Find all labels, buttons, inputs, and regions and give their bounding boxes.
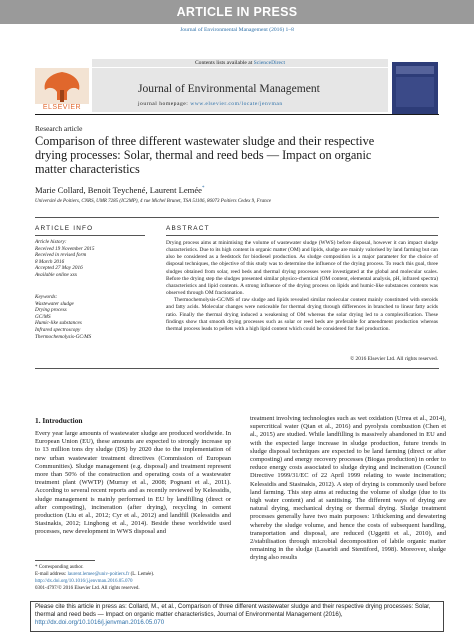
keyword-item: Drying process: [35, 307, 67, 314]
section-heading-introduction: 1. Introduction: [35, 416, 83, 425]
article-info-rule: [35, 235, 145, 236]
homepage-prefix: journal homepage:: [138, 101, 191, 107]
keyword-list: [35, 294, 145, 340]
doi-link[interactable]: http://dx.doi.org/10.1016/j.jenvman.2016.05.070: [35, 579, 133, 584]
info-divider: [35, 217, 439, 218]
author-list: [35, 185, 205, 195]
email-line: [35, 571, 235, 578]
footnotes: [35, 564, 235, 592]
history-line: Received 19 November 2015: [35, 245, 95, 252]
history-line: Received in revised form: [35, 252, 87, 259]
abstract-paragraph: Thermochemolysis-GC/MS of raw sludge and lipids revealed similar molecular content mainly constituted with steroids and fatty acids. Molecular changes were noticeable for thermal drying through differences in branched to linear fatty acids ratio. Finally the thermal drying induced a weakening of OM whereas the solar drying led to a complexification. These findings show that smooth drying processes such as solar or reed beds are preferable for amendment production whereas thermal process leads to pellets with a high lipid content which could be considered for fuel production.: [166, 297, 438, 332]
affiliation: Université de Poitiers, CNRS, UMR 7285 (IC2MP), 4 rue Michel Brunet, TSA 51106, 86073 Poitiers Cedex 9, France: [35, 199, 272, 204]
keyword-item: Infrared spectroscopy: [35, 326, 81, 333]
journal-citation-line[interactable]: Journal of Environmental Management (2016) 1–8: [180, 27, 294, 33]
issn-line: 0301-4797/© 2016 Elsevier Ltd. All rights reserved.: [35, 586, 140, 591]
author-email-link[interactable]: laurent.lemee@univ-poitiers.fr: [67, 572, 130, 577]
cite-doi-link[interactable]: http://dx.doi.org/10.1016/j.jenvman.2016.05.070: [35, 619, 165, 627]
sciencedirect-link[interactable]: ScienceDirect: [253, 60, 286, 66]
email-prefix: E-mail address:: [35, 572, 68, 577]
abstract-rule: [166, 235, 438, 236]
abstract-text: [166, 240, 438, 333]
keyword-item: Wastewater sludge: [35, 300, 74, 307]
cite-this-article-box: [30, 601, 444, 632]
keyword-item: Humic-like substances: [35, 320, 82, 327]
contents-bar: [92, 59, 388, 67]
history-line: Article history:: [35, 239, 67, 245]
authors-text: Marie Collard, Benoit Teychené, Laurent Lemée: [35, 185, 202, 195]
body-column-left: Every year large amounts of wastewater sludge are produced worldwide. In European Union (EU), these amounts are expected to strongly increase up to 13 million tons dry sludge (DS) by 2020 due to the implementation of new urban wastewater treatment directives (Commission of European Communities). Sludge management (e.g. disposal) and treatment represent more than 50% of the construction and operating costs of a wastewater treatment plant (WWTP) (Murray et al., 2008; Pognani et al., 2011). According to several recent reports and as recently reviewed by Kelessidis, sludge management is mainly performed in EU by landfilling (direct or after composting), incineration (after drying), recycling in cement production (Liu et al., 2012; Cyr et al., 2012) and landfill (Kelessidis and Stasinakis, 2012; Linghong et al., 2014). Beside these worldwide used processes, new development in WWS disposal and: [35, 430, 231, 536]
article-info-heading: ARTICLE INFO: [35, 225, 94, 232]
article-in-press-banner: ARTICLE IN PRESS: [0, 0, 474, 24]
contents-prefix: Contents lists available at: [194, 60, 254, 66]
history-line: Available online xxx: [35, 271, 78, 278]
keyword-item: Thermochemolysis-GC/MS: [35, 333, 92, 340]
abstract-paragraph: Drying process aims at minimising the volume of wastewater sludge (WWS) before disposal, however it can impact sludge characteristics. Due to its high content in organic matter (OM) and lipids, sludge are mainly valorised by land farming but can also be considered as a feedstock for biodiesel production. As sludge composition is a major parameter for the choice of disposal techniques, the objective of this study was to determine the influence of the drying process. To reach this goal, three sludges obtained from solar, reed beds and thermal drying processes were investigated at the global and molecular scales. Before the drying step the sludges presented similar physico-chemical (OM content, elemental analysis, pH, infrared spectra) characteristics and lipid contents. A strong influence of the drying process on lipids and humic-like substances contents was observed through OM fractionation.: [166, 240, 438, 297]
body-column-right: treatment involving technologies such as wet oxidation (Urrea et al., 2014), supercritical water (Qian et al., 2016) and pyrolysis combustion (Chen et al., 2015) are studied. While landfilling is massively abandoned in EU and with the expected large increase in sludge production, future trends in sludge disposal techniques are expected to be land farming (direct or after composting) and energy recovery processes (Biogas production) in order to reduce energy costs associated to sludge drying and incineration (Council Directive 1999/31/EC of 22 April 1999 relating to waste incineration; Kelessidis and Stasinakis, 2012). A step of drying is commonly used before land farming. This step aims at reducing the volume of sludge (due to its high water content) and at sanitising. The different ways of drying are natural drying, mechanical drying or thermal drying. Sludge treatment processes generally have two main purposes: 1/thickening and dewatering whereby the sludge volume, and hence the costs of subsequent handling, transportation and disposal, are reduced (Uggetti et al., 2010), and 2/stabilisation through microbial decomposition of labile organic matter remaining in the sludge (Lasaridi and Stentiford, 1998). Moreover, sludge drying also results: [250, 415, 446, 562]
header-divider: [35, 114, 439, 115]
abstract-bottom-divider: [35, 368, 439, 369]
abstract-heading: ABSTRACT: [166, 225, 210, 232]
journal-cover-image: [392, 62, 438, 114]
article-type: Research article: [35, 124, 83, 133]
article-history: [35, 239, 145, 279]
journal-name: Journal of Environmental Management: [138, 82, 320, 95]
corresponding-author-note: * Corresponding author.: [35, 565, 84, 570]
abstract-copyright: © 2016 Elsevier Ltd. All rights reserved.: [350, 356, 438, 362]
cite-text: Please cite this article in press as: Collard, M., et al., Comparison of three different wastewater sludge and their respective drying processes: Solar, thermal and reed beds — Impact on organic matter characteristics, Journal of Environmental Management (2016),: [35, 603, 431, 619]
keyword-item: GC/MS: [35, 313, 51, 320]
journal-homepage: [138, 101, 388, 107]
publisher-name: ELSEVIER: [42, 104, 82, 111]
homepage-link[interactable]: www.elsevier.com/locate/jenvman: [190, 101, 283, 107]
email-suffix: (L. Lemée).: [129, 572, 155, 577]
article-title: Comparison of three different wastewater sludge and their respective drying processes: Solar, thermal and reed beds — Impact on organic matter characteristics: [35, 134, 375, 176]
keyword-item: Keywords:: [35, 294, 58, 300]
history-line: Accepted 27 May 2016: [35, 265, 83, 272]
corresponding-author-mark[interactable]: *: [202, 186, 205, 192]
history-line: 8 March 2016: [35, 258, 65, 265]
footnote-divider: [35, 560, 95, 561]
